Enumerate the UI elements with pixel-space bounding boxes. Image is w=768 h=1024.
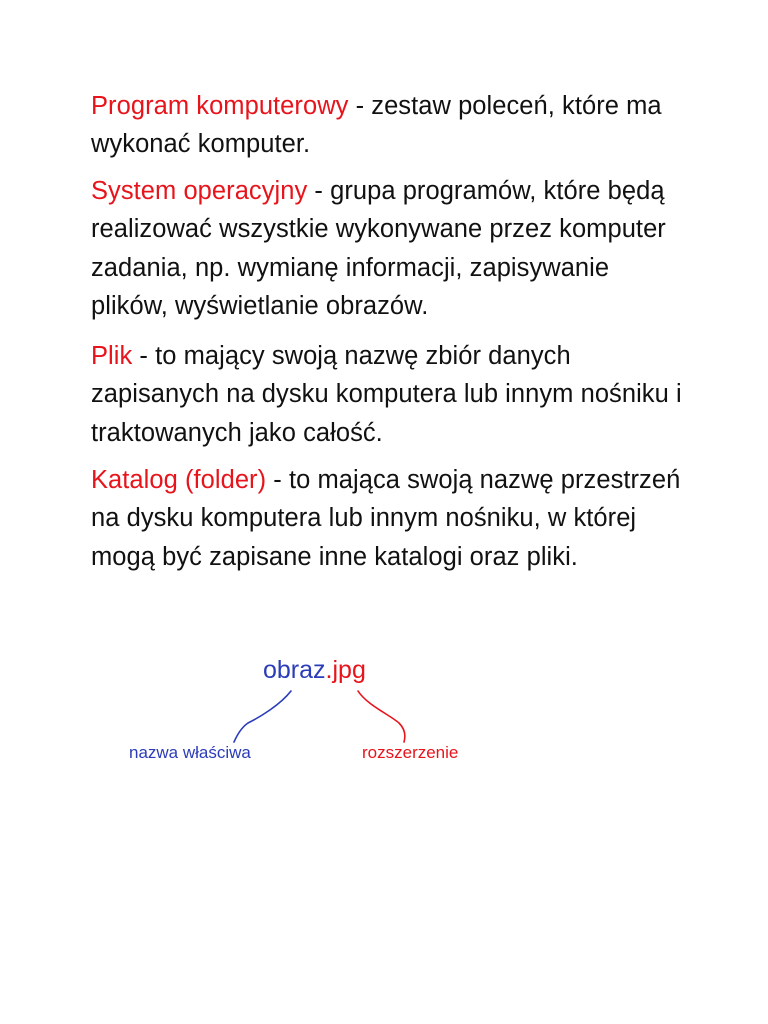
extension-label: rozszerzenie xyxy=(362,743,459,762)
definition-text: - zestaw poleceń, które ma wykonać komputer. xyxy=(91,92,662,159)
definition-text: - to mający swoją nazwę zbiór danych zapisanych na dysku komputera lub innym nośniku i traktowanych jako całość. xyxy=(91,342,682,447)
base-name-connector xyxy=(234,691,291,742)
definition-text: - to mająca swoją nazwę przestrzeń na dysku komputera lub innym nośniku, w której mogą być zapisane inne katalogi oraz pliki. xyxy=(91,466,681,571)
term-label: Katalog (folder) xyxy=(91,466,267,494)
filename-extension: .jpg xyxy=(325,656,366,684)
filename-text xyxy=(263,656,366,684)
extension-connector xyxy=(358,691,405,742)
term-label: Plik xyxy=(91,342,133,370)
filename-diagram xyxy=(120,645,500,775)
definition-file xyxy=(91,337,691,452)
definition-folder xyxy=(91,461,691,576)
definition-text: - grupa programów, które będą realizować wszystkie wykonywane przez komputer zadania, np. wymianę informacji, zapisywanie plików, wyświetlanie obrazów. xyxy=(91,177,666,321)
term-label: System operacyjny xyxy=(91,177,308,205)
filename-base: obraz xyxy=(263,656,326,684)
definition-operating-system xyxy=(91,172,691,326)
definition-program xyxy=(91,87,691,164)
filename-diagram-svg xyxy=(120,645,500,775)
base-name-label: nazwa właściwa xyxy=(129,743,251,762)
term-label: Program komputerowy xyxy=(91,92,349,120)
